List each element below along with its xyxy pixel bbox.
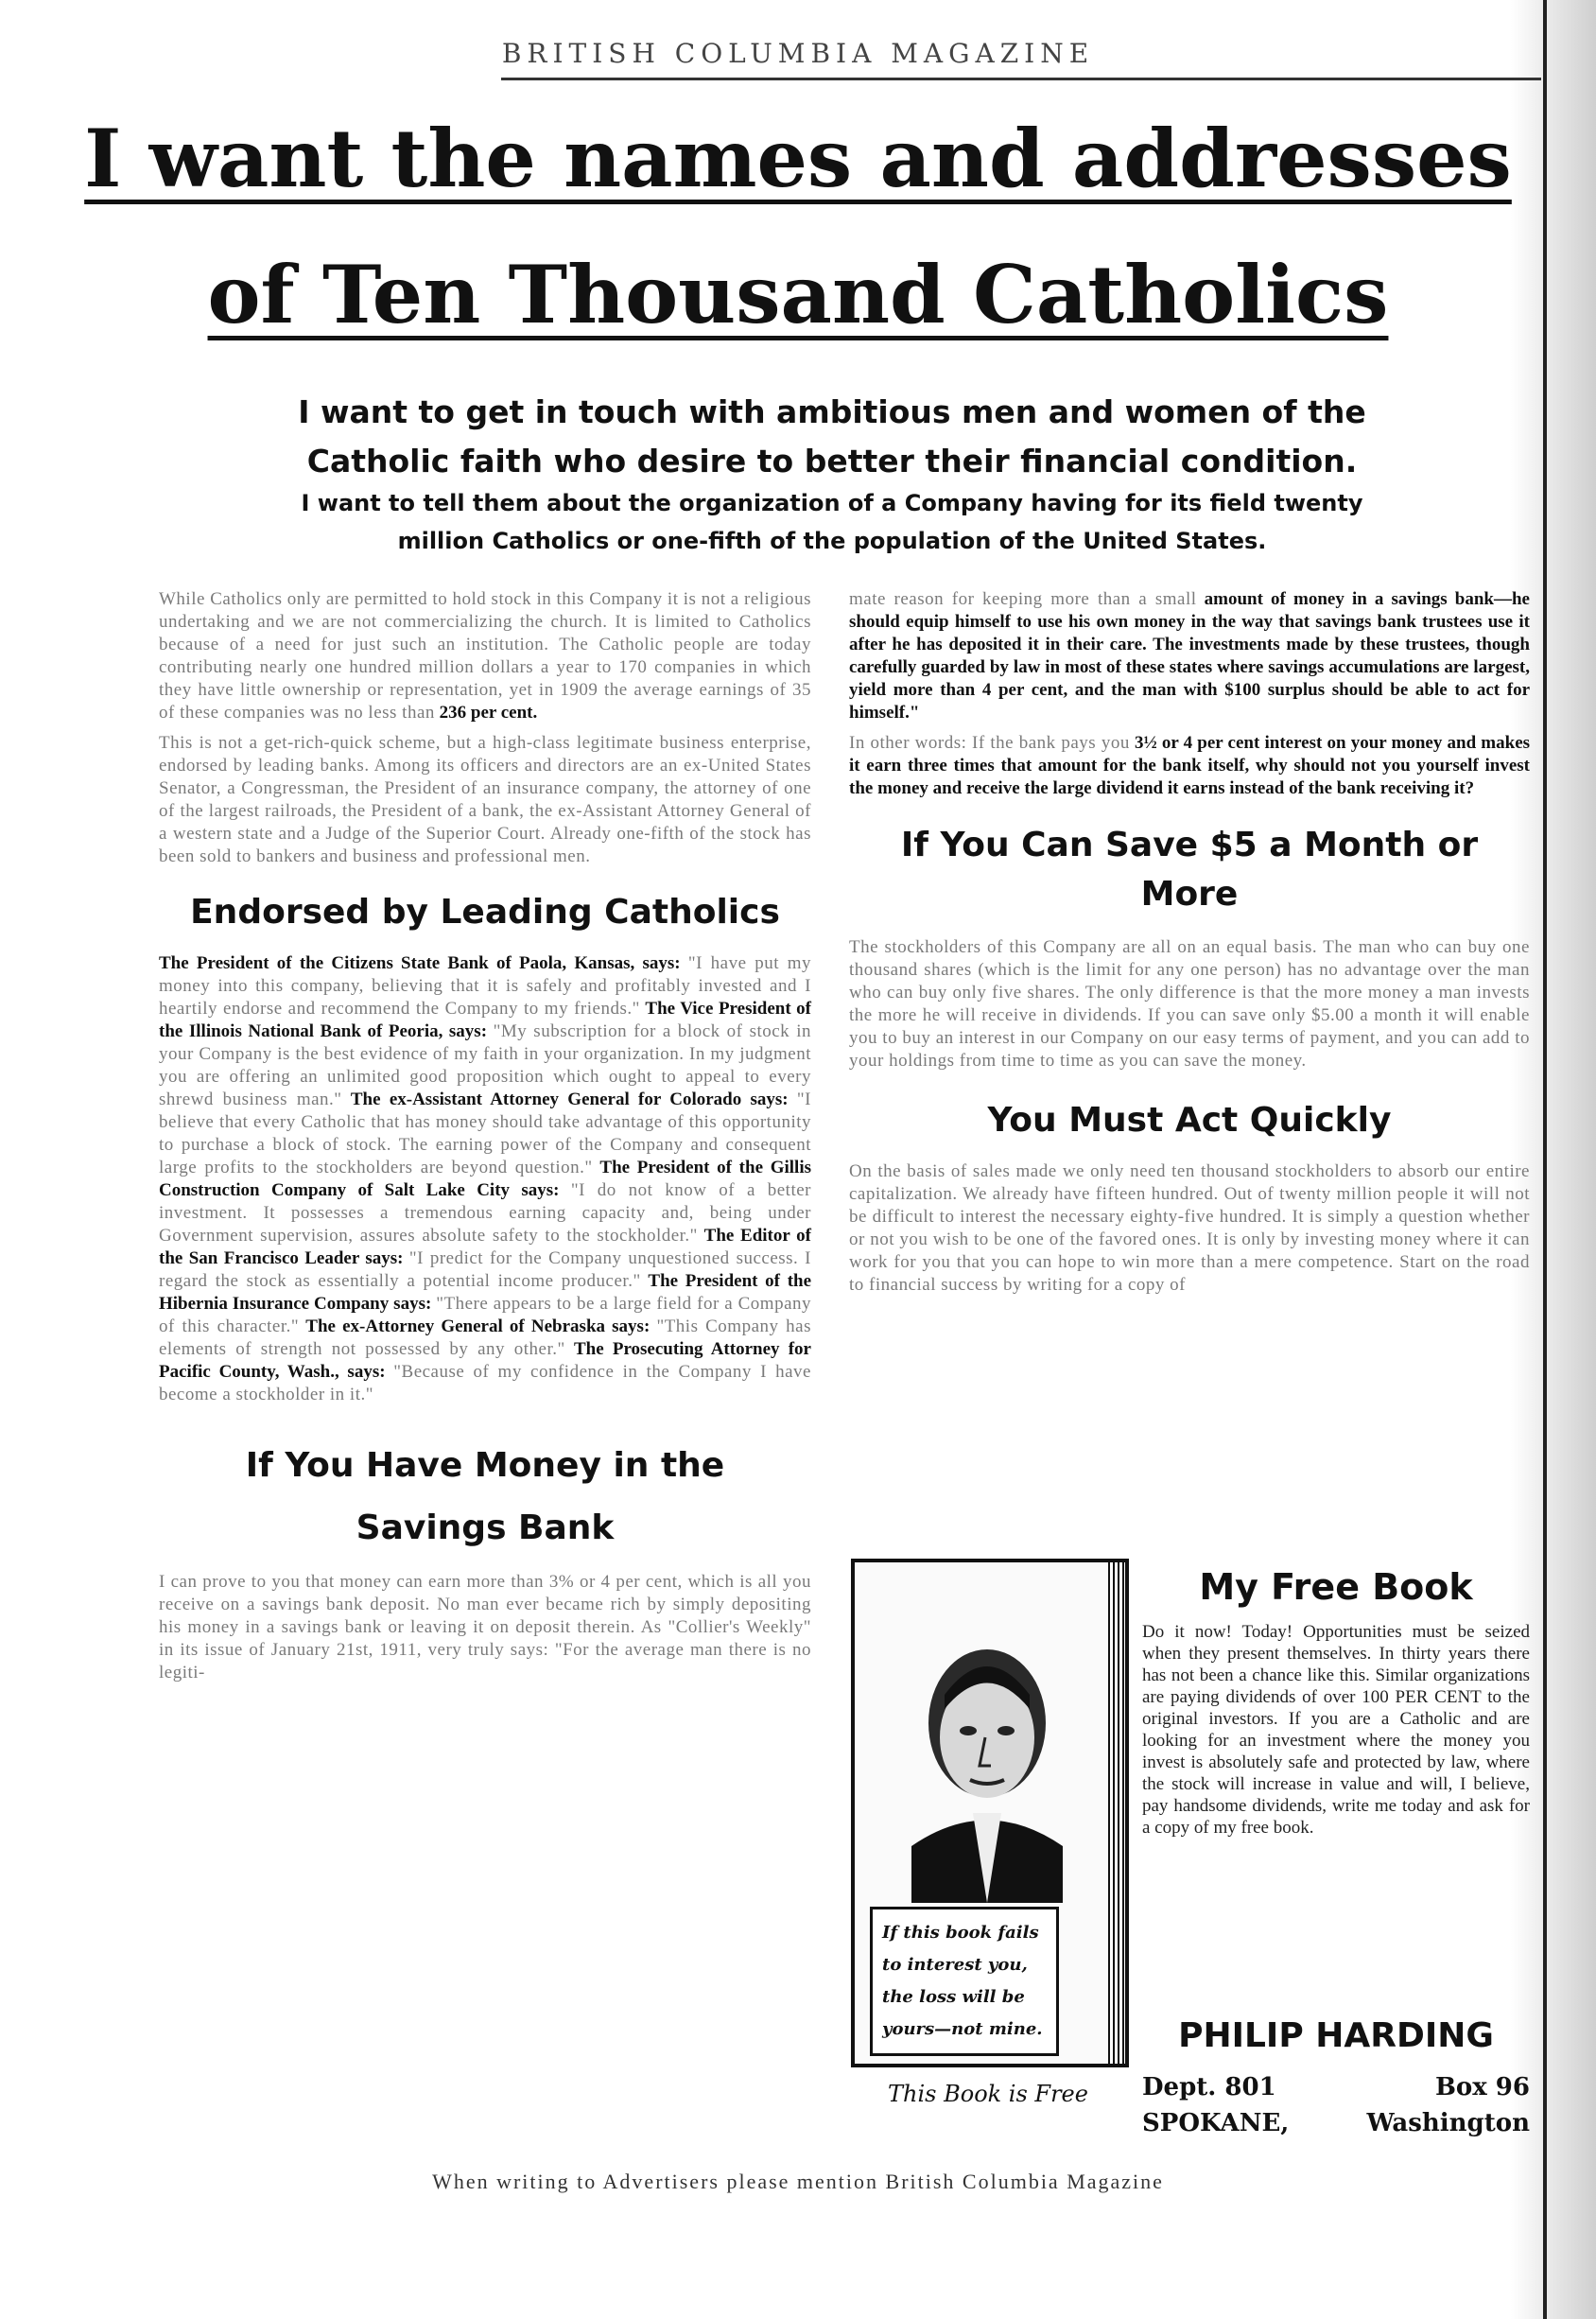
endorser-3: The ex-Assistant Attorney General for Colorado says: [350, 1090, 789, 1109]
endorser-7: The ex-Attorney General of Nebraska says: [305, 1316, 651, 1336]
address-dept: Dept. 801 [1142, 2073, 1276, 2101]
advertiser-name: PHILIP HARDING [1178, 2016, 1494, 2055]
endorsement-1-quote: "I have put my money into this company, believing that it is safely and profitably invested and I heartily endorse and recommend the Company to my friends." [159, 953, 811, 1019]
endorsement-6-quote: "There appears to be a large field for a Company of this character." [159, 1294, 812, 1336]
endorser-8: The Prosecuting Attorney for Pacific County, Wash., says: [159, 1339, 811, 1382]
book-spine [1108, 1562, 1125, 2064]
page-footer: When writing to Advertisers please mention British Columbia Magazine [432, 2170, 1164, 2193]
para-other-words [849, 732, 1530, 800]
endorsement-2-quote: "My subscription for a block of stock in your Company is the best evidence of my faith in your organization. In my judgment you are offering an unlimited good proposition which ought to appeal to every shrewd business man." [159, 1021, 811, 1109]
free-book-ad [1142, 1566, 1530, 1839]
para-catholics-only-text: While Catholics only are permitted to hold stock in this Company it is not a religious undertaking and we are not commercializing the church. It is limited to Catholics because of a need for just such an institution. The Catholic people are today contributing nearly one hundred million dollars a year to 170 companies in which they have little ownership or representation, yet in 1909 the average earnings of 35 of these companies was no less than [159, 589, 811, 723]
endorsement-3-quote: "I believe that every Catholic that has money should take advantage of this opportunity to purchase a block of stock. The earning power of the Company and consequent large profits to the stockholders are beyond question." [159, 1090, 812, 1177]
title-line-2 [0, 248, 1596, 341]
endorser-5: The Editor of the San Francisco Leader says: [159, 1226, 812, 1268]
para-catholics-only [159, 588, 811, 724]
portrait-image [893, 1619, 1082, 1903]
page-edge-line [1543, 0, 1547, 2319]
address-box: Box 96 [1434, 2073, 1530, 2101]
title-line-1 [0, 112, 1596, 205]
endorser-2: The Vice President of the Illinois National Bank of Peoria, says: [159, 999, 812, 1041]
endorser-6: The President of the Hibernia Insurance Company says: [159, 1271, 812, 1314]
advertiser-address [1142, 2069, 1530, 2141]
running-head: BRITISH COLUMBIA MAGAZINE [501, 38, 1095, 69]
address-row-1 [1142, 2069, 1530, 2105]
para-equal-basis: The stockholders of this Company are all on an equal basis. The man who can buy one thousand shares (which is the limit for any one person) has no advantage over the man who can buy only five shares. The only difference is that the more money a man invests the more he will receive in dividends. If you can save only $5.00 a month it will enable you to buy an interest in our Company on our easy terms of payment, and you can add to your holdings from time to time as you can save the money. [849, 937, 1530, 1071]
book-label: This Book is Free [888, 2081, 1088, 2107]
para-not-scheme: This is not a get-rich-quick scheme, but a high-class legitimate business enterprise, endorsed by leading banks. Among its officers and directors are an ex-United States Senator, a Congressman, the President of an insurance company, the attorney of one of the largest railroads, the President of a bank, the ex-Assistant Attorney General of a western state and a Judge of the Superior Court. Already one-fifth of the stock has been sold to bankers and business and professional men. [159, 733, 811, 866]
free-book-illustration [851, 1559, 1129, 2067]
para-free-book: Do it now! Today! Opportunities must be seized when they present themselves. In thirty years there has not been a chance like this. Similar organizations are paying dividends of over 100 PER CENT to the original investors. If you are a Catholic and are looking for an investment where the money you invest is absolutely safe and protected by law, where the stock will increase in value and will, I believe, pay handsome dividends, write me today and ask for a copy of my free book. [1142, 1622, 1530, 1838]
para-catholics-only-highlight: 236 per cent. [439, 703, 538, 723]
endorser-1: The President of the Citizens State Bank of Paola, Kansas, says: [159, 953, 681, 973]
address-state: Washington [1366, 2109, 1530, 2137]
endorsement-4-quote: "I do not know of a better investment. It possesses a tremendous earning capacity and, being under Government supervision, assures absolute safety to the stockholder." [159, 1180, 811, 1246]
heading-free-book: My Free Book [1199, 1566, 1473, 1608]
endorsement-5-quote: "I predict for the Company unquestioned success. I regard the stock as essentially a potential income producer." [159, 1248, 812, 1291]
para-other-words-b: 3½ or 4 per cent interest on your money and makes it earn three times that amount for the bank itself, why should not you yourself invest the money and receive the large dividend it earns instead of the bank receiving it? [849, 733, 1531, 798]
title-line-2-text: of Ten Thousand Catholics [207, 248, 1389, 341]
endorser-4: The President of the Gillis Construction Company of Salt Lake City says: [159, 1158, 811, 1200]
endorsement-7-quote: "This Company has elements of strength not possessed by any other." [159, 1316, 811, 1359]
para-savings-bank: I can prove to you that money can earn more than 3% or 4 per cent, which is all you receive on a savings bank deposit. No man ever became rich by simply depositing his money in a savings bank or leaving it on deposit therein. As "Collier's Weekly" in its issue of January 21st, 1911, very truly says: "For the average man there is no legiti- [159, 1572, 811, 1683]
heading-endorsed: Endorsed by Leading Catholics [190, 893, 780, 932]
para-act-quickly: On the basis of sales made we only need ten thousand stockholders to absorb our entire capitalization. We already have fifteen hundred. Out of twenty million people it will not be difficult to interest the necessary eighty-five hundred. It is simply a question whether or not you wish to be one of the favored ones. It is only by investing money where it can work for you that you can hope to win more than a mere competence. Start on the road to financial success by writing for a copy of [849, 1161, 1530, 1295]
heading-savings-bank: If You Have Money in the Savings Bank [245, 1446, 725, 1547]
heading-act-quickly: You Must Act Quickly [987, 1101, 1392, 1140]
endorsement-8-quote: "Because of my confidence in the Company I have become a stockholder in it." [159, 1362, 811, 1404]
para-other-words-a: In other words: If the bank pays you [849, 733, 1130, 753]
intro-sub: I want to tell them about the organization of a Company having for its field twenty million Catholics or one-fifth of the population of the United States. [301, 490, 1363, 554]
intro-lead: I want to get in touch with ambitious men and women of the Catholic faith who desire to better their financial condition. [298, 393, 1366, 479]
address-row-2 [1142, 2105, 1530, 2141]
book-caption: If this book fails to interest you, the loss will be yours—not mine. [870, 1907, 1059, 2056]
running-head-rule [501, 78, 1541, 80]
para-legitimate-reason-a: mate reason for keeping more than a small [849, 589, 1197, 609]
endorsements [159, 952, 811, 1406]
title-line-1-text: I want the names and addresses [84, 112, 1512, 205]
right-column [849, 588, 1530, 1304]
para-legitimate-reason [849, 588, 1530, 724]
heading-save-5: If You Can Save $5 a Month or More [900, 826, 1479, 914]
left-column [159, 588, 811, 1692]
address-city: SPOKANE, [1142, 2109, 1290, 2137]
para-legitimate-reason-b: amount of money in a savings bank—he should equip himself to use his own money in the way that savings bank trustees use it after he has deposited it in their care. The investments made by these trustees, though carefully guarded by law in most of these states where savings accumulations are largest, yield more than 4 per cent, and the man with $100 surplus should be able to act for himself." [849, 589, 1530, 723]
